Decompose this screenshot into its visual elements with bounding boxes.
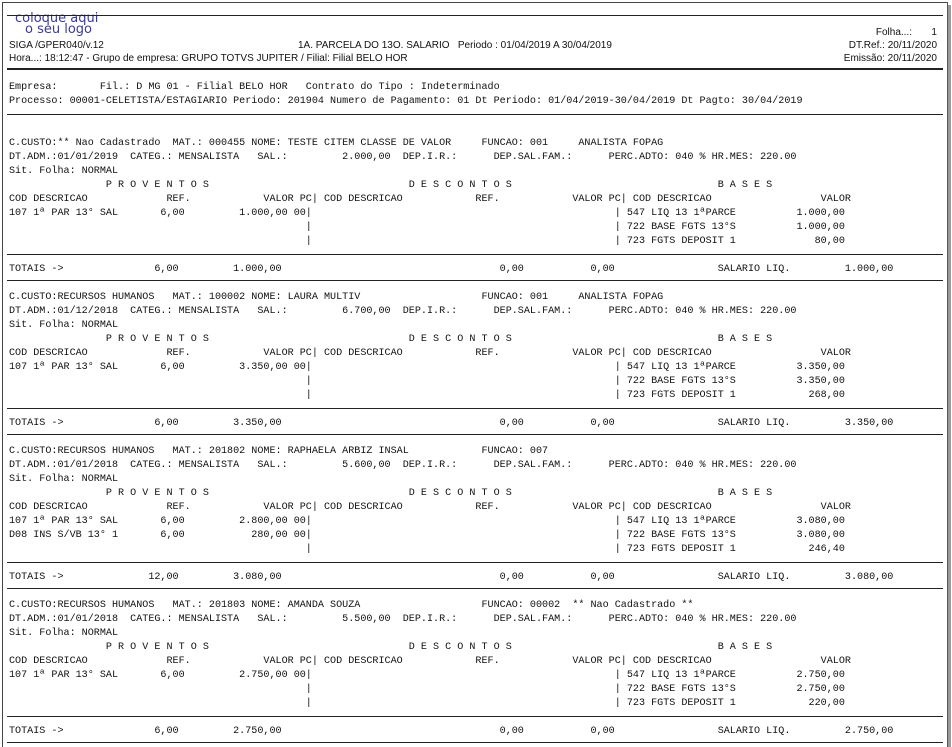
program-id: SIGA /GPER040/v.12: [9, 40, 104, 51]
emission-date: Emissão: 20/11/2020: [843, 53, 937, 64]
totals-line: TOTAIS -> 6,00 2.750,00 0,00 0,00 SALARIO LIQ. 2.750,00: [9, 726, 894, 737]
employee-detail-line: 107 1ª PAR 13° SAL 6,00 3.350,00 00| | 547 LIQ 13 1ªPARCE 3.350,00: [9, 362, 845, 373]
employee-detail-line: D08 INS S/VB 13° 1 6,00 280,00 00| | 722 BASE FGTS 13°S 3.080,00: [9, 530, 845, 541]
header-top-rule: [7, 15, 943, 16]
column-header-line: COD DESCRICAO REF. VALOR PC| COD DESCRICAO REF. VALOR PC| COD DESCRICAO VALOR: [9, 194, 851, 205]
employee-detail-line: P R O V E N T O S D E S C O N T O S B A S E S: [9, 180, 773, 191]
totals-top-rule: [7, 254, 943, 255]
employee-detail-line: 107 1ª PAR 13° SAL 6,00 2.800,00 00| | 547 LIQ 13 1ªPARCE 3.080,00: [9, 516, 845, 527]
column-header-line: COD DESCRICAO REF. VALOR PC| COD DESCRICAO REF. VALOR PC| COD DESCRICAO VALOR: [9, 502, 851, 513]
info-rule: [7, 114, 943, 115]
employee-detail-line: DT.ADM.:01/12/2018 CATEG.: MENSALISTA SAL.: 6.700,00 DEP.I.R.: DEP.SAL.FAM.: PERC.ADTO: 040 % HR.MES: 220.00: [9, 306, 797, 317]
employee-detail-line: P R O V E N T O S D E S C O N T O S B A S E S: [9, 488, 773, 499]
totals-top-rule: [7, 408, 943, 409]
process-info-line: Processo: 00001-CELETISTA/ESTAGIARIO Periodo: 201904 Numero de Pagamento: 01 Dt Periodo: 01/04/2019-30/04/2019 Dt Pagto: 30/04/2019: [9, 96, 803, 107]
employee-detail-line: | | 722 BASE FGTS 13°S 1.000,00: [9, 222, 845, 233]
employee-detail-line: | | 722 BASE FGTS 13°S 3.350,00: [9, 376, 845, 387]
logo-line-1: coloque aqui: [15, 11, 99, 26]
employee-header-line: C.CUSTO:RECURSOS HUMANOS MAT.: 201803 NOME: AMANDA SOUZA FUNCAO: 00002 ** Nao Cadastrado **: [9, 600, 694, 611]
time-and-group: Hora...: 18:12:47 - Grupo de empresa: GRUPO TOTVS JUPITER / Filial: Filial BELO HOR: [9, 53, 408, 64]
employee-detail-line: DT.ADM.:01/01/2018 CATEG.: MENSALISTA SAL.: 5.600,00 DEP.I.R.: DEP.SAL.FAM.: PERC.ADTO: 040 % HR.MES: 220.00: [9, 460, 797, 471]
column-header-line: COD DESCRICAO REF. VALOR PC| COD DESCRICAO REF. VALOR PC| COD DESCRICAO VALOR: [9, 656, 851, 667]
employee-detail-line: Sit. Folha: NORMAL: [9, 474, 119, 485]
employee-detail-line: P R O V E N T O S D E S C O N T O S B A S E S: [9, 334, 773, 345]
totals-line: TOTAIS -> 6,00 3.350,00 0,00 0,00 SALARIO LIQ. 3.350,00: [9, 418, 894, 429]
totals-top-rule: [7, 716, 943, 717]
employee-detail-line: 107 1ª PAR 13° SAL 6,00 1.000,00 00| | 547 LIQ 13 1ªPARCE 1.000,00: [9, 208, 845, 219]
report-page: [2, 2, 948, 747]
totals-line: TOTAIS -> 6,00 1.000,00 0,00 0,00 SALARIO LIQ. 1.000,00: [9, 264, 894, 275]
employee-detail-line: P R O V E N T O S D E S C O N T O S B A S E S: [9, 642, 773, 653]
employee-detail-line: 107 1ª PAR 13° SAL 6,00 2.750,00 00| | 547 LIQ 13 1ªPARCE 2.750,00: [9, 670, 845, 681]
block-bottom-rule: [7, 434, 943, 435]
employee-header-line: C.CUSTO:RECURSOS HUMANOS MAT.: 201802 NOME: RAPHAELA ARBIZ INSAL FUNCAO: 007: [9, 446, 549, 457]
employee-detail-line: | | 723 FGTS DEPOSIT 1 246,40: [9, 544, 845, 555]
company-info-line: Empresa: Fil.: D MG 01 - Filial BELO HOR Contrato do Tipo : Indeterminado: [9, 82, 500, 93]
employee-header-line: C.CUSTO:RECURSOS HUMANOS MAT.: 100002 NOME: LAURA MULTIV FUNCAO: 001 ANALISTA FOPAG: [9, 292, 664, 303]
header-bottom-rule: [7, 68, 943, 70]
employee-detail-line: | | 722 BASE FGTS 13°S 2.750,00: [9, 684, 845, 695]
block-bottom-rule: [7, 742, 943, 743]
block-bottom-rule: [7, 280, 943, 281]
employee-detail-line: DT.ADM.:01/01/2018 CATEG.: MENSALISTA SAL.: 5.500,00 DEP.I.R.: DEP.SAL.FAM.: PERC.ADTO: 040 % HR.MES: 220.00: [9, 614, 797, 625]
employee-detail-line: Sit. Folha: NORMAL: [9, 166, 119, 177]
company-logo: [15, 13, 98, 35]
logo-line-2: o seu logo: [25, 22, 92, 37]
employee-detail-line: DT.ADM.:01/01/2019 CATEG.: MENSALISTA SAL.: 2.000,00 DEP.I.R.: DEP.SAL.FAM.: PERC.ADTO: 040 % HR.MES: 220.00: [9, 152, 797, 163]
block-bottom-rule: [7, 588, 943, 589]
column-header-line: COD DESCRICAO REF. VALOR PC| COD DESCRICAO REF. VALOR PC| COD DESCRICAO VALOR: [9, 348, 851, 359]
employee-header-line: C.CUSTO:** Nao Cadastrado MAT.: 000455 NOME: TESTE CITEM CLASSE DE VALOR FUNCAO: 001 ANALISTA FOPAG: [9, 138, 664, 149]
report-title: 1A. PARCELA DO 13O. SALARIO Periodo : 01/04/2019 A 30/04/2019: [298, 40, 612, 51]
employee-detail-line: Sit. Folha: NORMAL: [9, 628, 119, 639]
page-number: Folha...: 1: [875, 27, 937, 38]
employee-detail-line: | | 723 FGTS DEPOSIT 1 80,00: [9, 236, 845, 247]
totals-top-rule: [7, 562, 943, 563]
employee-detail-line: Sit. Folha: NORMAL: [9, 320, 119, 331]
reference-date: DT.Ref.: 20/11/2020: [848, 40, 937, 51]
totals-line: TOTAIS -> 12,00 3.080,00 0,00 0,00 SALARIO LIQ. 3.080,00: [9, 572, 894, 583]
employee-detail-line: | | 723 FGTS DEPOSIT 1 220,00: [9, 698, 845, 709]
employee-detail-line: | | 723 FGTS DEPOSIT 1 268,00: [9, 390, 845, 401]
